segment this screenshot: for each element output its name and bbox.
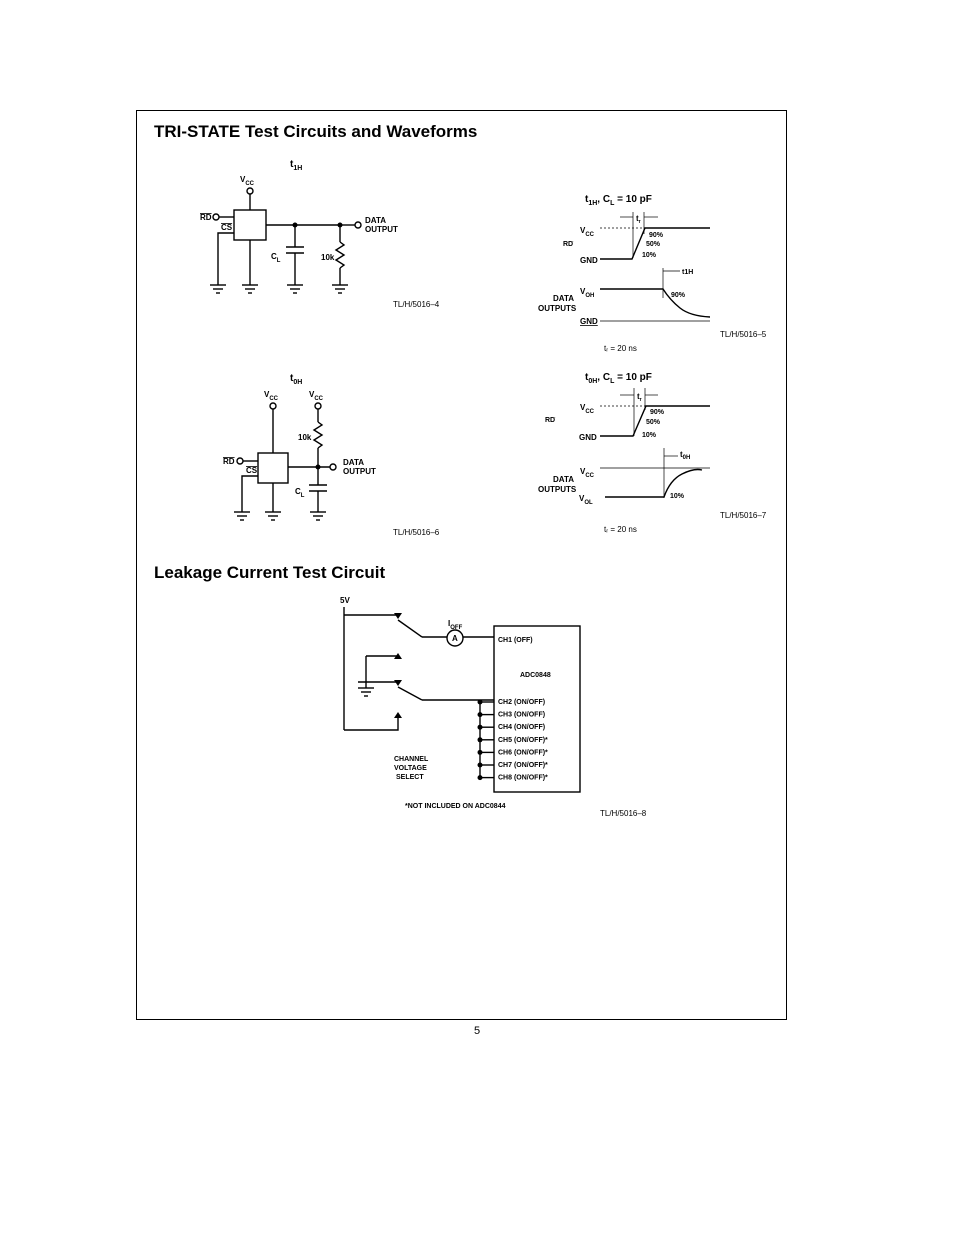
gnd2-label: GND — [580, 317, 598, 326]
channel-label: CH7 (ON/OFF)* — [498, 762, 548, 769]
ammeter-label: A — [452, 634, 458, 643]
channel-label: CH4 (ON/OFF) — [498, 724, 546, 732]
output-label: OUTPUT — [343, 467, 376, 476]
rd-label: RD — [223, 457, 235, 466]
vcc-label: $V_{CC}$ — [580, 403, 595, 415]
pct-10: 10% — [642, 252, 657, 259]
page-number: 5 — [473, 1025, 481, 1037]
pct-10: 10% — [642, 432, 657, 439]
supply-label: 5V — [340, 596, 350, 605]
cs-label: CS — [221, 223, 233, 232]
rd-label: RD — [545, 417, 556, 424]
channel-label: CH5 (ON/OFF)* — [498, 736, 548, 744]
fig-title: $t_{0H}$ — [290, 373, 303, 386]
figure-t0h-circuit — [215, 370, 415, 530]
gnd-label: GND — [579, 433, 597, 442]
figure-ref: TL/H/5016–7 — [720, 511, 767, 520]
selector-switch — [398, 620, 422, 637]
output-waveform — [600, 289, 710, 317]
fig-title: $t_{1H}$ — [290, 159, 303, 172]
switch-arrow — [394, 680, 402, 686]
vcc2-label: $V_{CC}$ — [580, 467, 595, 479]
vcc-label: $V_{CC}$ — [240, 175, 255, 187]
ground-symbols — [210, 285, 348, 293]
figure-t1h-waveform — [530, 190, 720, 335]
pct-90: 90% — [650, 409, 665, 416]
figure-leakage-circuit — [330, 592, 590, 822]
cl-label: $C_L$ — [295, 487, 305, 499]
vcc-terminal — [247, 188, 253, 194]
vol-label: $V_{OL}$ — [579, 494, 593, 506]
chip-label: ADC0848 — [520, 672, 551, 679]
ioff-label: $I_{OFF}$ — [448, 619, 463, 631]
cl-label: $C_L$ — [271, 252, 281, 264]
resistor-10k — [336, 242, 344, 268]
channel-label: CH1 (OFF) — [498, 637, 533, 644]
pct-10b: 10% — [670, 493, 685, 500]
figure-ref: TL/H/5016–6 — [393, 528, 440, 537]
device-box — [258, 453, 288, 483]
pct-50: 50% — [646, 419, 661, 426]
select-line-3: SELECT — [396, 774, 424, 781]
gnd-label: GND — [580, 256, 598, 265]
tr-label: $t_r$ — [637, 392, 642, 403]
fig-title: $t_{1H}$, $C_L = 10$ pF — [585, 194, 652, 207]
resistor-label: 10k — [321, 253, 335, 262]
device-box — [234, 210, 266, 240]
vcc-label: $V_{CC}$ — [264, 390, 279, 402]
footnote: *NOT INCLUDED ON ADC0844 — [405, 803, 506, 810]
selector-switch — [398, 687, 422, 700]
switch-arrow — [394, 613, 402, 619]
vcc2-terminal — [315, 403, 321, 409]
rd-terminal — [237, 458, 243, 464]
pct-90b: 90% — [671, 292, 686, 299]
junction-dot — [316, 465, 321, 470]
wire — [218, 233, 234, 285]
data-label: DATA — [553, 475, 575, 484]
output-terminal — [330, 464, 336, 470]
rd-terminal — [213, 214, 219, 220]
wire — [242, 476, 258, 512]
rise-time-note: tᵣ = 20 ns — [604, 525, 637, 534]
figure-t1h-circuit — [190, 150, 420, 300]
data-label: DATA — [365, 216, 387, 225]
channel-label: CH8 (ON/OFF)* — [498, 774, 548, 782]
outputs-label: OUTPUTS — [538, 485, 577, 494]
t0h-label: $t_{0H}$ — [680, 450, 691, 461]
fig-title: $t_{0H}$, $C_L = 10$ pF — [585, 372, 652, 385]
channel-label: CH6 (ON/OFF)* — [498, 749, 548, 757]
output-waveform — [605, 470, 702, 498]
t1h-label: t1H — [682, 269, 694, 276]
vcc2-label: $V_{CC}$ — [309, 390, 324, 402]
rd-label: RD — [200, 213, 212, 222]
section-heading-tristate: TRI-STATE Test Circuits and Waveforms — [154, 122, 478, 141]
channel-list — [478, 637, 549, 782]
vcc-terminal — [270, 403, 276, 409]
resistor-label: 10k — [298, 433, 312, 442]
ground-symbol — [358, 682, 374, 696]
rd-label: RD — [563, 241, 574, 248]
figure-t0h-waveform — [530, 368, 720, 513]
select-line-2: VOLTAGE — [394, 765, 427, 772]
wire — [344, 717, 398, 730]
data-label: DATA — [553, 294, 575, 303]
ground-symbols — [234, 512, 326, 520]
pct-50: 50% — [646, 241, 661, 248]
section-heading-leakage: Leakage Current Test Circuit — [154, 563, 386, 582]
data-label: DATA — [343, 458, 365, 467]
rise-time-note: tᵣ = 20 ns — [604, 344, 637, 353]
resistor-10k — [314, 422, 322, 448]
vcc-label: $V_{CC}$ — [580, 226, 595, 238]
switch-arrow — [394, 712, 402, 718]
figure-ref: TL/H/5016–5 — [720, 330, 767, 339]
pct-90: 90% — [649, 232, 664, 239]
channel-label: CH2 (ON/OFF) — [498, 699, 546, 706]
outputs-label: OUTPUTS — [538, 304, 577, 313]
voh-label: $V_{OH}$ — [580, 287, 595, 299]
cs-label: CS — [246, 466, 258, 475]
output-terminal — [355, 222, 361, 228]
tr-label: $t_r$ — [636, 214, 641, 225]
figure-ref: TL/H/5016–8 — [600, 809, 647, 818]
figure-ref: TL/H/5016–4 — [393, 300, 440, 309]
output-label: OUTPUT — [365, 225, 398, 234]
select-line-1: CHANNEL — [394, 756, 429, 763]
channel-label: CH3 (ON/OFF) — [498, 711, 546, 719]
